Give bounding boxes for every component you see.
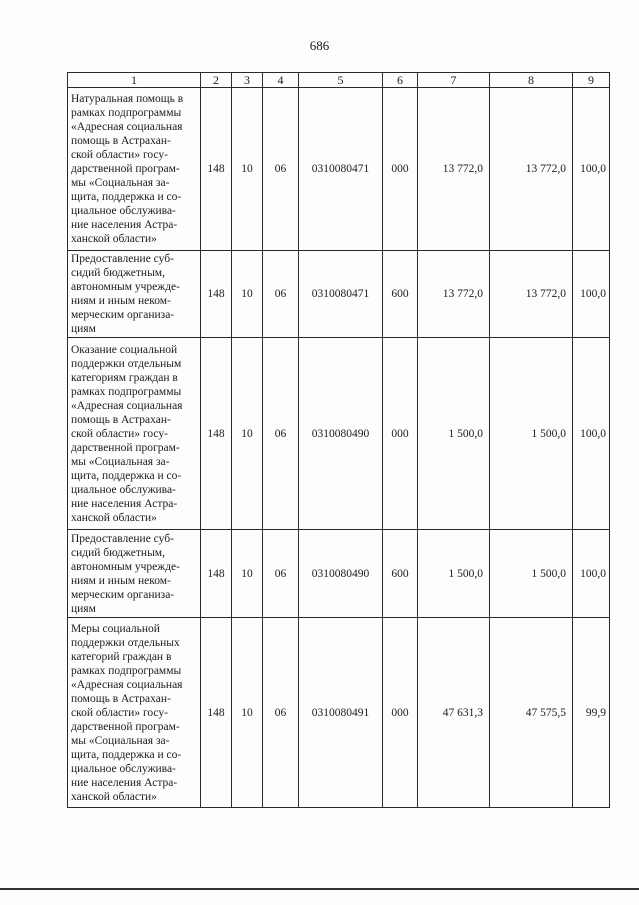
cell-subsection: 06 bbox=[263, 338, 299, 530]
header-row bbox=[68, 73, 610, 88]
col-header: 7 bbox=[418, 73, 490, 88]
cell-admin-code: 148 bbox=[201, 618, 232, 808]
row-description: Предоставление суб- сидий бюджетным, автономным учрежде- ниям и иным неком- мерческим организа- циям bbox=[68, 251, 201, 338]
table-row bbox=[68, 338, 610, 530]
row-description: Предоставление суб- сидий бюджетным, автономным учрежде- ниям и иным неком- мерческим организа- циям bbox=[68, 530, 201, 618]
cell-subsection: 06 bbox=[263, 530, 299, 618]
page-bottom-rule bbox=[0, 888, 639, 890]
col-header: 4 bbox=[263, 73, 299, 88]
col-header: 1 bbox=[68, 73, 201, 88]
cell-admin-code: 148 bbox=[201, 338, 232, 530]
table-row bbox=[68, 88, 610, 251]
cell-section: 10 bbox=[232, 88, 263, 251]
cell-percent: 100,0 bbox=[573, 251, 610, 338]
cell-subsection: 06 bbox=[263, 88, 299, 251]
cell-target-item: 0310080471 bbox=[299, 251, 383, 338]
cell-executed: 13 772,0 bbox=[490, 88, 573, 251]
cell-planned: 1 500,0 bbox=[418, 338, 490, 530]
cell-expense-type: 600 bbox=[383, 251, 418, 338]
cell-expense-type: 000 bbox=[383, 88, 418, 251]
cell-percent: 100,0 bbox=[573, 88, 610, 251]
table-row bbox=[68, 618, 610, 808]
col-header: 2 bbox=[201, 73, 232, 88]
table-row bbox=[68, 251, 610, 338]
col-header: 6 bbox=[383, 73, 418, 88]
col-header: 3 bbox=[232, 73, 263, 88]
cell-target-item: 0310080490 bbox=[299, 338, 383, 530]
cell-expense-type: 000 bbox=[383, 338, 418, 530]
cell-planned: 1 500,0 bbox=[418, 530, 490, 618]
cell-subsection: 06 bbox=[263, 618, 299, 808]
cell-expense-type: 600 bbox=[383, 530, 418, 618]
cell-target-item: 0310080471 bbox=[299, 88, 383, 251]
cell-admin-code: 148 bbox=[201, 530, 232, 618]
cell-expense-type: 000 bbox=[383, 618, 418, 808]
cell-executed: 1 500,0 bbox=[490, 530, 573, 618]
cell-planned: 13 772,0 bbox=[418, 251, 490, 338]
cell-executed: 47 575,5 bbox=[490, 618, 573, 808]
row-description: Меры социальной поддержки отдельных категорий граждан в рамках подпрограммы «Адресная социальная помощь в Астрахан- ской области» госу- дарственной програм- мы «Социальная за- щита, поддержка и со- циальное обслужива- ние населения Астра- ханской области» bbox=[68, 618, 201, 808]
page-number: 686 bbox=[309, 38, 330, 53]
cell-percent: 100,0 bbox=[573, 530, 610, 618]
cell-section: 10 bbox=[232, 338, 263, 530]
cell-percent: 100,0 bbox=[573, 338, 610, 530]
col-header: 8 bbox=[490, 73, 573, 88]
cell-target-item: 0310080490 bbox=[299, 530, 383, 618]
row-description: Оказание социальной поддержки отдельным категориям граждан в рамках подпрограммы «Адресная социальная помощь в Астрахан- ской области» госу- дарственной програм- мы «Социальная за- щита, поддержка и со- циальное обслужива- ние населения Астра- ханской области» bbox=[68, 338, 201, 530]
cell-subsection: 06 bbox=[263, 251, 299, 338]
cell-section: 10 bbox=[232, 530, 263, 618]
cell-section: 10 bbox=[232, 251, 263, 338]
cell-admin-code: 148 bbox=[201, 88, 232, 251]
budget-table bbox=[67, 72, 610, 808]
cell-target-item: 0310080491 bbox=[299, 618, 383, 808]
col-header: 5 bbox=[299, 73, 383, 88]
cell-section: 10 bbox=[232, 618, 263, 808]
row-description: Натуральная помощь в рамках подпрограммы «Адресная социальная помощь в Астрахан- ской области» госу- дарственной програм- мы «Социальная за- щита, поддержка и со- циальное обслужива- ние населения Астра- ханской области» bbox=[68, 88, 201, 251]
col-header: 9 bbox=[573, 73, 610, 88]
cell-admin-code: 148 bbox=[201, 251, 232, 338]
cell-executed: 1 500,0 bbox=[490, 338, 573, 530]
cell-executed: 13 772,0 bbox=[490, 251, 573, 338]
table-row bbox=[68, 530, 610, 618]
cell-planned: 13 772,0 bbox=[418, 88, 490, 251]
cell-percent: 99,9 bbox=[573, 618, 610, 808]
cell-planned: 47 631,3 bbox=[418, 618, 490, 808]
